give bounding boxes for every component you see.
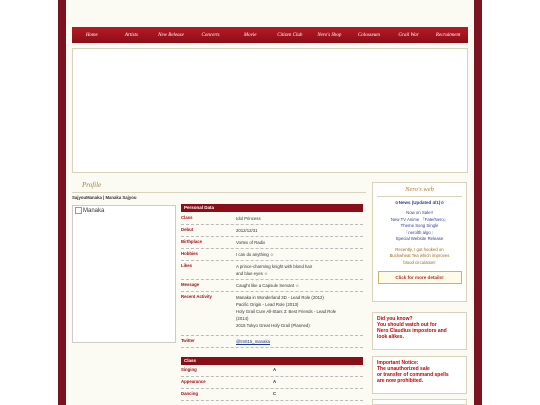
row-twitter: [181, 336, 363, 348]
main-nav: [72, 27, 468, 43]
row-recent-activity: [181, 292, 363, 336]
nav-colosseum[interactable]: Colosseum: [357, 32, 380, 38]
news-line: Special Website Release: [395, 236, 444, 241]
class-label: Dancing: [181, 391, 198, 396]
row-label: Likes: [181, 263, 192, 268]
nav-new-release[interactable]: New Release: [158, 32, 184, 38]
notice-impostors: [372, 312, 467, 350]
nav-citizen-club[interactable]: Citizen Club: [277, 32, 303, 38]
row-debut: [181, 225, 363, 237]
class-row-dancing: [181, 389, 363, 401]
row-value: and blue eyes ☆: [236, 271, 268, 276]
class-grade: A: [273, 367, 277, 372]
profile-names: SajyouManaka | Manaka Sajyou: [72, 195, 137, 200]
notice-line: Did you know?: [377, 316, 413, 322]
row-value: Holy Grail Cure All-Stars 3: Best Friends - Lead Role: [236, 309, 337, 314]
row-label: Message: [181, 282, 200, 287]
banner-area: [72, 48, 468, 173]
more-details-button[interactable]: Click for more details!: [378, 271, 462, 284]
notice-line: or transfer of command spells: [377, 372, 449, 378]
row-value: A prince-charming knight with blond hair: [236, 264, 313, 269]
twitter-link[interactable]: @tmtt15_manaka: [236, 339, 270, 344]
news-line: Theme Song Single: [400, 223, 439, 228]
news-heading: ☆News (Updated 4/1)☆: [394, 200, 445, 205]
left-border: [58, 0, 66, 405]
nav-artists[interactable]: Artists: [124, 32, 138, 38]
row-value: Vortex of Radix: [236, 240, 266, 245]
notice-line: You should watch out for: [377, 322, 437, 328]
row-value: I can do anything ☆: [236, 252, 274, 257]
broken-image-icon: [75, 207, 82, 214]
personal-data-heading: Personal Data: [181, 204, 363, 212]
class-row-singing: [181, 365, 363, 377]
row-value: Pacific Origin - Lead Role (2013): [236, 302, 299, 307]
row-message: [181, 280, 363, 292]
class-row-appearance: [181, 377, 363, 389]
row-value: 2015 Tokyo Great Holy Grail (Planned): [236, 323, 310, 328]
row-label: Debut: [181, 227, 194, 232]
row-label: Class: [181, 215, 193, 220]
news-paragraph-1: [373, 210, 466, 243]
news-line: Now on Sale!!: [406, 210, 433, 215]
title-divider: [72, 192, 366, 193]
sidebar-title: Nero's web: [405, 186, 434, 193]
sidebar-next-box: [372, 399, 467, 405]
row-value: Caught like a Capsule Servant ☆: [236, 283, 300, 288]
nav-movie[interactable]: Movie: [243, 32, 257, 38]
row-value: Idol Princess: [236, 216, 261, 221]
profile-photo: [72, 205, 176, 343]
photo-alt-text: Manaka: [83, 208, 105, 215]
row-birthplace: [181, 237, 363, 249]
row-label: Twitter: [181, 338, 195, 343]
news-line: 「nerolth algo」: [403, 229, 436, 235]
row-label: Birthplace: [181, 239, 203, 244]
notice-line: Important Notice:: [377, 360, 419, 366]
nav-home[interactable]: Home: [85, 32, 98, 38]
news-paragraph-2: [373, 247, 466, 267]
row-value: 2012/12/31: [236, 228, 258, 233]
row-value: (2014): [236, 316, 249, 321]
right-border: [474, 0, 482, 405]
notice-line: are now prohibited.: [377, 378, 424, 384]
row-likes: [181, 261, 363, 280]
notice-line: Nero Claudius impostors and: [377, 328, 447, 334]
news-line: Buckwheat Tea which improves: [389, 253, 450, 258]
sidebar-divider: [377, 196, 462, 197]
news-line: Recently, I got hooked on: [395, 246, 444, 252]
nav-grail-war[interactable]: Grail War: [398, 32, 419, 38]
class-label: Appearance: [181, 379, 206, 384]
notice-command-spells: [372, 356, 467, 394]
row-class: [181, 213, 363, 225]
class-heading: Class: [181, 357, 363, 365]
sidebar-neros-web: [372, 182, 467, 302]
notice-line: look alikes.: [377, 334, 404, 340]
row-label: Recent Activity: [181, 294, 212, 299]
nav-neros-shop[interactable]: Nero's Shop: [317, 32, 342, 38]
nav-recruitment[interactable]: Recruitment: [435, 32, 461, 38]
class-grade: C: [273, 391, 277, 396]
row-hobbies: [181, 249, 363, 261]
row-label: Hobbies: [181, 251, 198, 256]
class-grade: A: [273, 379, 277, 384]
nav-concerts[interactable]: Concerts: [201, 32, 220, 38]
class-label: Singing: [181, 367, 197, 372]
news-line: New TV Anime 『Fate/Nero』: [390, 216, 449, 222]
profile-title: Profile: [82, 181, 102, 189]
news-line: blood circulation!: [403, 259, 436, 265]
notice-line: The unauthorized sale: [377, 366, 430, 372]
row-value: Manaka in Wonderland 3D - Lead Role (2012): [236, 295, 324, 300]
